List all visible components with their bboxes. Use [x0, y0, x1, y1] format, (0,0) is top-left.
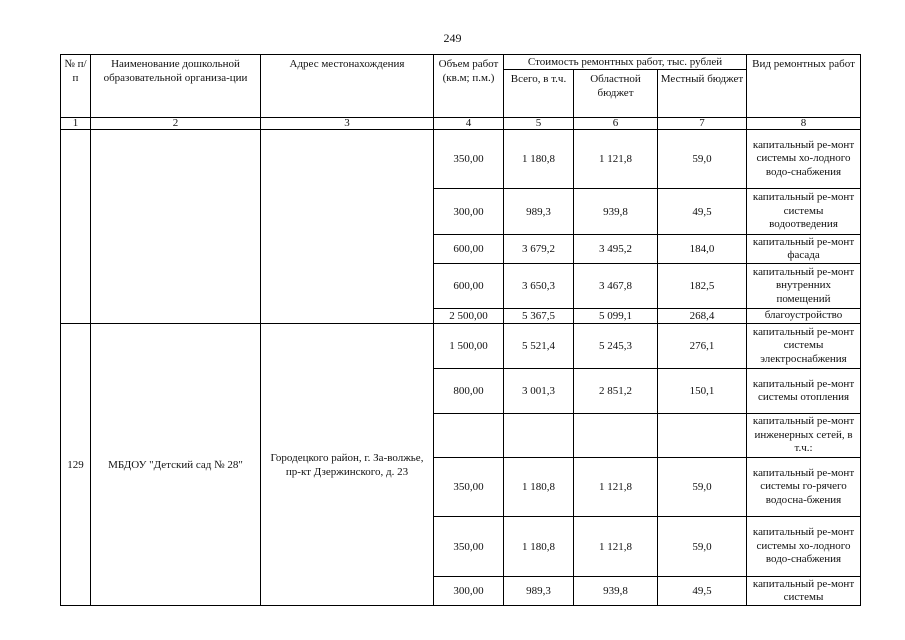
cell-total: 3 001,3	[504, 369, 574, 414]
cell-volume: 2 500,00	[434, 309, 504, 324]
cell-work-type: капитальный ре-монт инженерных сетей, в т.ч.:	[747, 414, 861, 458]
header-cost-group: Стоимость ремонтных работ, тыс. рублей	[504, 55, 747, 70]
cell-volume: 350,00	[434, 130, 504, 189]
cell-local: 49,5	[658, 189, 747, 235]
cell-local: 184,0	[658, 235, 747, 264]
column-number-row	[61, 118, 861, 130]
table-row	[61, 324, 861, 369]
cell-local: 268,4	[658, 309, 747, 324]
cell-address	[261, 130, 434, 324]
cell-total: 3 650,3	[504, 264, 574, 309]
cell-total	[504, 414, 574, 458]
column-number: 1	[61, 118, 91, 130]
header-work-type: Вид ремонтных работ	[747, 55, 861, 118]
repair-cost-table	[60, 54, 861, 606]
header-total: Всего, в т.ч.	[504, 70, 574, 118]
cell-regional: 1 121,8	[574, 517, 658, 577]
header-volume: Объем работ (кв.м; п.м.)	[434, 55, 504, 118]
cell-org: МБДОУ "Детский сад № 28"	[91, 324, 261, 606]
column-number: 4	[434, 118, 504, 130]
cell-work-type: капитальный ре-монт системы	[747, 577, 861, 606]
cell-volume: 300,00	[434, 577, 504, 606]
cell-work-type: капитальный ре-монт системы электроснабжения	[747, 324, 861, 369]
header-regional: Областной бюджет	[574, 70, 658, 118]
cell-work-type: капитальный ре-монт системы хо-лодного водо-снабжения	[747, 517, 861, 577]
cell-volume: 800,00	[434, 369, 504, 414]
cell-work-type: капитальный ре-монт системы водоотведения	[747, 189, 861, 235]
cell-local: 182,5	[658, 264, 747, 309]
cell-address: Городецкого район, г. За-волжье, пр-кт Дзержинского, д. 23	[261, 324, 434, 606]
cell-volume: 600,00	[434, 264, 504, 309]
page-number: 249	[443, 31, 462, 45]
column-number: 7	[658, 118, 747, 130]
column-number: 5	[504, 118, 574, 130]
cell-local: 276,1	[658, 324, 747, 369]
cell-local: 59,0	[658, 517, 747, 577]
column-number: 2	[91, 118, 261, 130]
cell-total: 1 180,8	[504, 130, 574, 189]
cell-total: 989,3	[504, 577, 574, 606]
cell-regional: 2 851,2	[574, 369, 658, 414]
cell-volume: 350,00	[434, 517, 504, 577]
cell-total: 5 367,5	[504, 309, 574, 324]
header-num: № п/п	[61, 55, 91, 118]
cell-org	[91, 130, 261, 324]
header-address: Адрес местонахождения	[261, 55, 434, 118]
cell-local: 150,1	[658, 369, 747, 414]
column-number: 6	[574, 118, 658, 130]
cell-work-type: капитальный ре-монт внутренних помещений	[747, 264, 861, 309]
table-row	[61, 130, 861, 189]
cell-work-type: капитальный ре-монт системы хо-лодного водо-снабжения	[747, 130, 861, 189]
cell-local: 59,0	[658, 130, 747, 189]
cell-work-type: капитальный ре-монт системы отопления	[747, 369, 861, 414]
cell-regional: 3 467,8	[574, 264, 658, 309]
cell-work-type: капитальный ре-монт системы го-рячего водосна-бжения	[747, 458, 861, 517]
cell-regional: 3 495,2	[574, 235, 658, 264]
column-number: 3	[261, 118, 434, 130]
cell-volume: 300,00	[434, 189, 504, 235]
cell-regional: 1 121,8	[574, 130, 658, 189]
cell-regional	[574, 414, 658, 458]
cell-work-type: благоустройство	[747, 309, 861, 324]
cell-local: 49,5	[658, 577, 747, 606]
cell-num	[61, 130, 91, 324]
cell-volume	[434, 414, 504, 458]
cell-regional: 939,8	[574, 189, 658, 235]
cell-total: 989,3	[504, 189, 574, 235]
cell-total: 1 180,8	[504, 517, 574, 577]
cell-total: 1 180,8	[504, 458, 574, 517]
cell-volume: 350,00	[434, 458, 504, 517]
column-number: 8	[747, 118, 861, 130]
cell-volume: 1 500,00	[434, 324, 504, 369]
cell-regional: 939,8	[574, 577, 658, 606]
cell-regional: 5 245,3	[574, 324, 658, 369]
cell-regional: 5 099,1	[574, 309, 658, 324]
cell-regional: 1 121,8	[574, 458, 658, 517]
cell-volume: 600,00	[434, 235, 504, 264]
header-row-1	[61, 55, 861, 70]
cell-total: 5 521,4	[504, 324, 574, 369]
cell-total: 3 679,2	[504, 235, 574, 264]
cell-local: 59,0	[658, 458, 747, 517]
cell-local	[658, 414, 747, 458]
header-org: Наименование дошкольной образовательной организа-ции	[91, 55, 261, 118]
cell-num: 129	[61, 324, 91, 606]
header-local: Местный бюджет	[658, 70, 747, 118]
cell-work-type: капитальный ре-монт фасада	[747, 235, 861, 264]
